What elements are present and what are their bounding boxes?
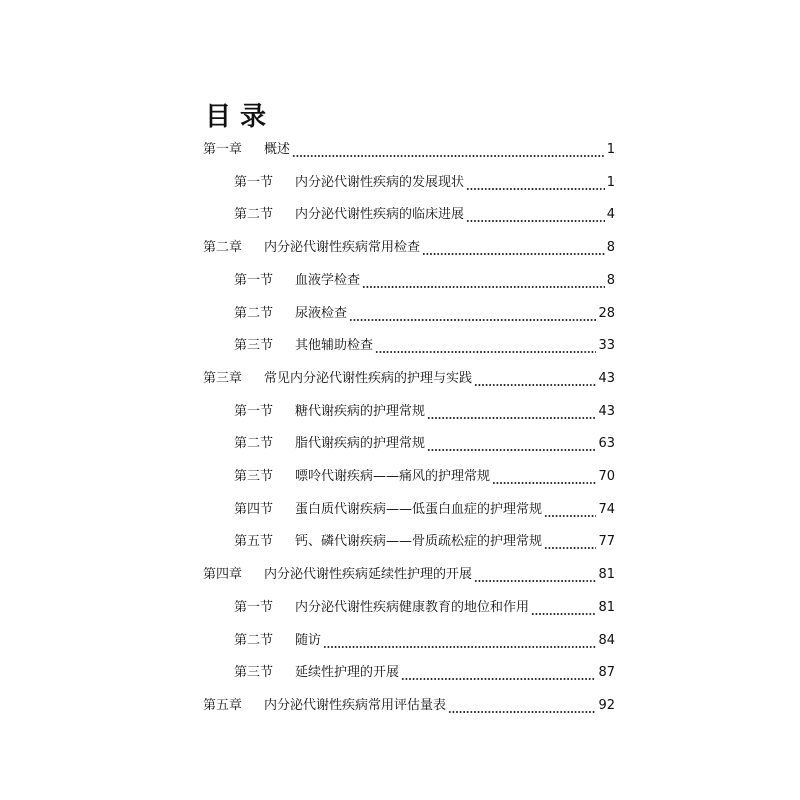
entry-title: 常见内分泌代谢性疾病的护理与实践 bbox=[264, 370, 473, 386]
toc-section-entry bbox=[234, 498, 615, 518]
entry-title: 随访 bbox=[295, 632, 322, 648]
entry-number: 第二节 bbox=[234, 305, 274, 321]
dot-leader bbox=[292, 142, 605, 158]
entry-number: 第四节 bbox=[234, 501, 274, 517]
entry-page-number: 84 bbox=[598, 632, 615, 648]
toc-section-entry bbox=[234, 629, 615, 649]
entry-page-number: 74 bbox=[598, 501, 615, 517]
entry-title: 内分泌代谢性疾病常用检查 bbox=[264, 240, 421, 256]
toc-chapter-entry bbox=[203, 694, 615, 714]
entry-page-number: 81 bbox=[598, 567, 615, 583]
toc-chapter-entry bbox=[203, 563, 615, 583]
entry-page-number: 1 bbox=[606, 174, 615, 190]
dot-leader bbox=[466, 207, 605, 223]
entry-title: 糖代谢疾病的护理常规 bbox=[295, 403, 426, 419]
dot-leader bbox=[349, 306, 596, 322]
entry-page-number: 63 bbox=[598, 436, 615, 452]
entry-page-number: 92 bbox=[598, 697, 615, 713]
entry-title: 尿液检查 bbox=[295, 305, 348, 321]
entry-title: 嘌呤代谢疾病——痛风的护理常规 bbox=[295, 469, 491, 484]
toc-section-entry bbox=[234, 334, 615, 354]
dot-leader bbox=[474, 567, 596, 583]
dot-leader bbox=[427, 436, 596, 452]
dot-leader bbox=[544, 534, 596, 550]
entry-number: 第二节 bbox=[234, 436, 274, 452]
toc-section-entry bbox=[234, 596, 615, 616]
entry-number: 第三节 bbox=[234, 338, 274, 354]
toc-section-entry bbox=[234, 465, 615, 485]
dot-leader bbox=[492, 469, 596, 485]
entry-title: 内分泌代谢性疾病常用评估量表 bbox=[264, 697, 447, 713]
dot-leader bbox=[401, 665, 596, 681]
entry-number: 第一节 bbox=[234, 599, 274, 615]
toc-chapter-entry bbox=[203, 367, 615, 387]
entry-page-number: 28 bbox=[598, 305, 615, 321]
dot-leader bbox=[544, 502, 596, 518]
dot-leader bbox=[531, 600, 596, 616]
entry-page-number: 4 bbox=[606, 207, 615, 223]
entry-title: 内分泌代谢性疾病的临床进展 bbox=[295, 207, 465, 223]
entry-page-number: 43 bbox=[598, 370, 615, 386]
entry-title: 内分泌代谢性疾病延续性护理的开展 bbox=[264, 567, 473, 583]
entry-title: 蛋白质代谢疾病——低蛋白血症的护理常规 bbox=[295, 501, 543, 517]
dot-leader bbox=[474, 371, 596, 387]
toc-section-entry bbox=[234, 661, 615, 681]
dot-leader bbox=[448, 698, 596, 714]
entry-number: 第一章 bbox=[203, 142, 243, 157]
toc-chapter-entry bbox=[203, 236, 615, 256]
entry-title: 内分泌代谢性疾病的发展现状 bbox=[295, 174, 465, 190]
entry-page-number: 81 bbox=[598, 599, 615, 615]
entry-number: 第三章 bbox=[203, 370, 243, 386]
toc-section-entry bbox=[234, 269, 615, 289]
entry-number: 第三节 bbox=[234, 665, 274, 681]
entry-page-number: 87 bbox=[598, 665, 615, 681]
entry-page-number: 1 bbox=[606, 142, 615, 157]
entry-title: 延续性护理的开展 bbox=[295, 665, 400, 681]
toc-section-entry bbox=[234, 171, 615, 191]
toc-chapter-entry bbox=[203, 138, 615, 158]
dot-leader bbox=[422, 240, 605, 256]
entry-number: 第五章 bbox=[203, 697, 243, 713]
entry-number: 第四章 bbox=[203, 567, 243, 583]
entry-number: 第三节 bbox=[234, 469, 274, 484]
entry-number: 第一节 bbox=[234, 272, 274, 288]
entry-number: 第一节 bbox=[234, 403, 274, 419]
toc-section-entry bbox=[234, 400, 615, 420]
dot-leader bbox=[427, 404, 596, 420]
entry-page-number: 43 bbox=[598, 403, 615, 419]
entry-title: 钙、磷代谢疾病——骨质疏松症的护理常规 bbox=[295, 534, 543, 550]
entry-page-number: 70 bbox=[598, 469, 615, 484]
entry-number: 第五节 bbox=[234, 534, 274, 550]
entry-page-number: 8 bbox=[606, 240, 615, 256]
entry-number: 第一节 bbox=[234, 174, 274, 190]
toc-section-entry bbox=[234, 432, 615, 452]
toc-title: 目 录 bbox=[205, 102, 267, 133]
toc-section-entry bbox=[234, 203, 615, 223]
entry-page-number: 33 bbox=[598, 338, 615, 354]
entry-number: 第二章 bbox=[203, 240, 243, 256]
entry-title: 内分泌代谢性疾病健康教育的地位和作用 bbox=[295, 599, 530, 615]
toc-section-entry bbox=[234, 302, 615, 322]
entry-title: 其他辅助检查 bbox=[295, 338, 374, 354]
entry-number: 第二节 bbox=[234, 207, 274, 223]
dot-leader bbox=[375, 338, 596, 354]
dot-leader bbox=[466, 175, 605, 191]
entry-title: 脂代谢疾病的护理常规 bbox=[295, 436, 426, 452]
toc-section-entry bbox=[234, 530, 615, 550]
entry-page-number: 8 bbox=[606, 272, 615, 288]
dot-leader bbox=[362, 273, 605, 289]
entry-title: 血液学检查 bbox=[295, 272, 361, 288]
entry-title: 概述 bbox=[264, 142, 291, 157]
dot-leader bbox=[323, 633, 596, 649]
entry-number: 第二节 bbox=[234, 632, 274, 648]
entry-page-number: 77 bbox=[598, 534, 615, 550]
